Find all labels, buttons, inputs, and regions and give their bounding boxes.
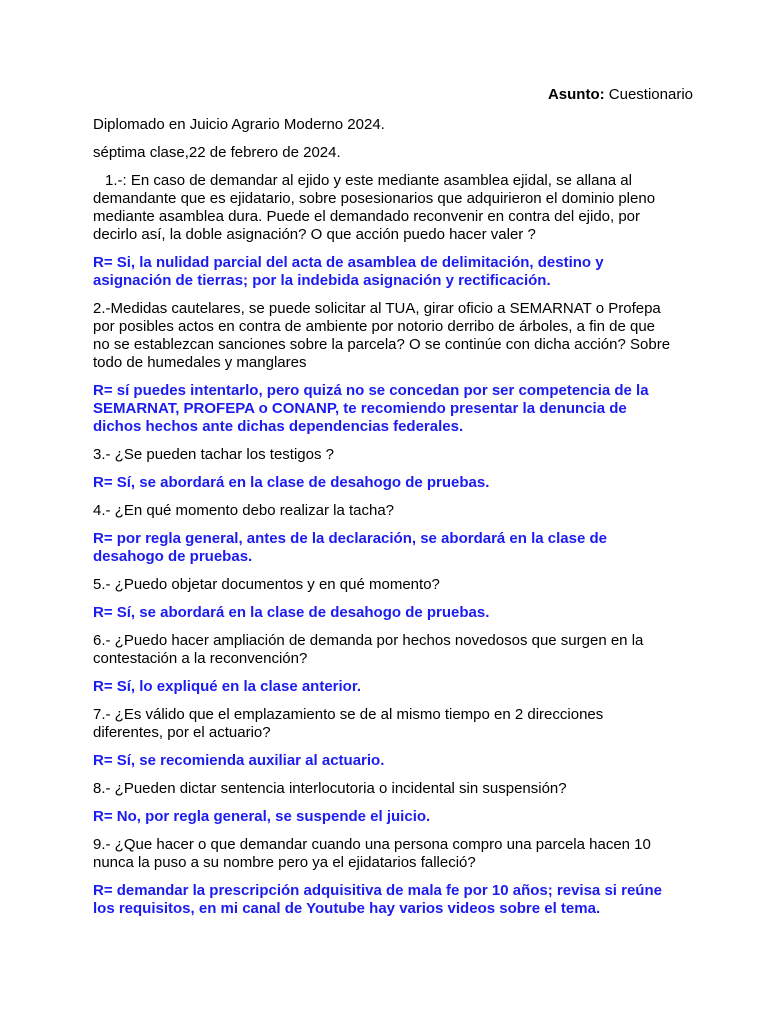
question-8: 8.- ¿Pueden dictar sentencia interlocutoria o incidental sin suspensión? <box>93 780 567 797</box>
answer-2: R= sí puedes intentarlo, pero quizá no se concedan por ser competencia de la SEMARNAT, PROFEPA o CONANP, te recomiendo presentar la denuncia de dichos hechos ante dichas dependencias federales. <box>93 382 649 435</box>
answer-7: R= Sí, se recomienda auxiliar al actuario. <box>93 752 385 769</box>
answer-1: R= Si, la nulidad parcial del acta de asamblea de delimitación, destino y asignación de tierras; por la indebida asignación y rectificación. <box>93 254 604 289</box>
answer-6: R= Sí, lo expliqué en la clase anterior. <box>93 678 362 695</box>
subject-line <box>93 86 693 104</box>
answer-9: R= demandar la prescripción adquisitiva de mala fe por 10 años; revisa si reúne los requisitos, en mi canal de Youtube hay varios videos sobre el tema. <box>93 882 662 917</box>
question-2: 2.-Medidas cautelares, se puede solicitar al TUA, girar oficio a SEMARNAT o Profepa por posibles actos en contra de ambiente por notorio derribo de árboles, a fin de que no se establezcan sanciones sobre la parcela? O se continúe con dicha acción? Sobre todo de humedales y manglares <box>93 300 671 371</box>
question-4: 4.- ¿En qué momento debo realizar la tacha? <box>93 502 395 519</box>
answer-5: R= Sí, se abordará en la clase de desahogo de pruebas. <box>93 604 490 621</box>
question-7: 7.- ¿Es válido que el emplazamiento se de al mismo tiempo en 2 direcciones diferentes, por el actuario? <box>93 706 604 741</box>
question-6: 6.- ¿Puedo hacer ampliación de demanda por hechos novedosos que surgen en la contestación a la reconvención? <box>93 632 644 667</box>
question-5: 5.- ¿Puedo objetar documentos y en qué momento? <box>93 576 440 593</box>
question-1: 1.-: En caso de demandar al ejido y este mediante asamblea ejidal, se allana al demandante que es ejidatario, sobre posesionarios que adquirieron el dominio pleno mediante asamblea dura. Puede el demandado reconvenir en contra del ejido, por decirlo así, la doble asignación? O que acción puedo hacer valer ? <box>93 172 656 243</box>
answer-4: R= por regla general, antes de la declaración, se abordará en la clase de desahogo de pruebas. <box>93 530 607 565</box>
question-3: 3.- ¿Se pueden tachar los testigos ? <box>93 446 334 463</box>
course-title: Diplomado en Juicio Agrario Moderno 2024. <box>93 116 385 133</box>
subject-label: Asunto: <box>547 86 605 103</box>
subject-value: Cuestionario <box>604 86 693 103</box>
session-date: séptima clase,22 de febrero de 2024. <box>93 144 341 161</box>
answer-8: R= No, por regla general, se suspende el juicio. <box>93 808 431 825</box>
question-9: 9.- ¿Que hacer o que demandar cuando una persona compro una parcela hacen 10 nunca la puso a su nombre pero ya el ejidatarios falleció? <box>93 836 651 871</box>
answer-3: R= Sí, se abordará en la clase de desahogo de pruebas. <box>93 474 490 491</box>
